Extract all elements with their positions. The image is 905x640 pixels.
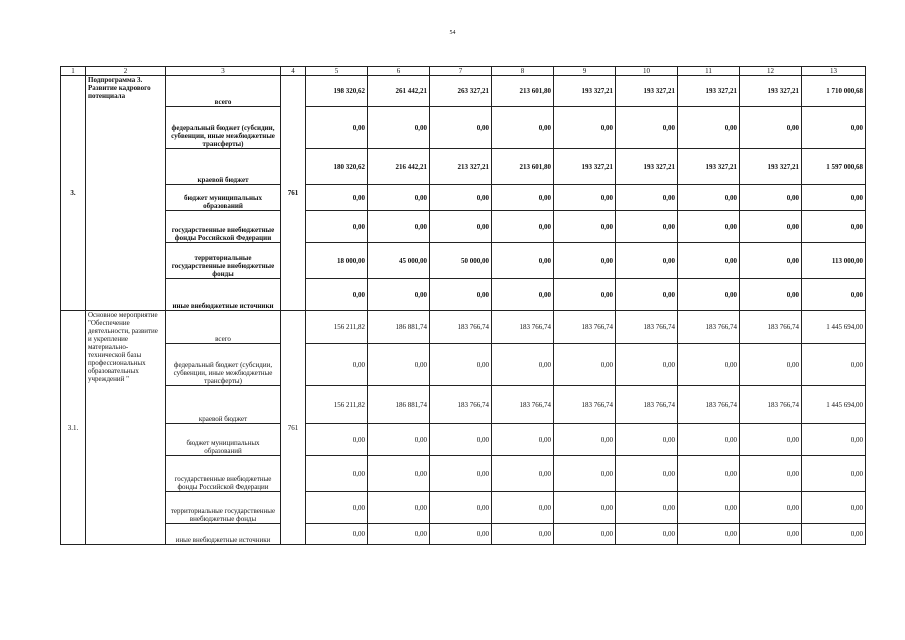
amount-cell: 0,00 (492, 211, 554, 243)
amount-cell: 0,00 (306, 211, 368, 243)
amount-cell: 0,00 (616, 424, 678, 456)
amount-cell: 0,00 (802, 492, 866, 524)
amount-cell: 216 442,21 (368, 149, 430, 185)
amount-cell: 18 000,00 (306, 243, 368, 279)
amount-cell: 0,00 (678, 492, 740, 524)
item-number: 3.1. (61, 311, 86, 545)
amount-cell: 0,00 (492, 107, 554, 149)
amount-cell: 0,00 (368, 279, 430, 311)
amount-cell: 198 320,62 (306, 76, 368, 107)
amount-cell: 213 327,21 (430, 149, 492, 185)
amount-cell: 183 766,74 (678, 311, 740, 344)
amount-cell: 0,00 (368, 456, 430, 492)
amount-cell: 0,00 (492, 185, 554, 211)
header-col-6: 6 (368, 67, 430, 76)
amount-cell: 0,00 (802, 524, 866, 545)
amount-cell: 0,00 (554, 279, 616, 311)
amount-cell: 0,00 (368, 524, 430, 545)
amount-cell: 0,00 (306, 456, 368, 492)
amount-cell: 183 766,74 (554, 386, 616, 424)
table-row (61, 185, 866, 211)
amount-cell: 183 766,74 (616, 311, 678, 344)
amount-cell: 0,00 (492, 492, 554, 524)
amount-cell: 0,00 (306, 524, 368, 545)
amount-cell: 0,00 (368, 107, 430, 149)
amount-cell: 0,00 (678, 424, 740, 456)
amount-cell: 0,00 (430, 185, 492, 211)
amount-cell: 0,00 (430, 344, 492, 386)
amount-cell: 0,00 (740, 107, 802, 149)
funding-source: государственные внебюджетные фонды Российской Федерации (166, 456, 281, 492)
amount-cell: 0,00 (678, 344, 740, 386)
amount-cell: 0,00 (740, 492, 802, 524)
header-col-7: 7 (430, 67, 492, 76)
table-row (61, 279, 866, 311)
amount-cell: 0,00 (678, 279, 740, 311)
amount-cell: 0,00 (430, 492, 492, 524)
funding-source: территориальные государственные внебюджетные фонды (166, 243, 281, 279)
amount-cell: 0,00 (492, 243, 554, 279)
amount-cell: 0,00 (554, 344, 616, 386)
amount-cell: 0,00 (430, 524, 492, 545)
amount-cell: 193 327,21 (740, 76, 802, 107)
amount-cell: 0,00 (740, 279, 802, 311)
amount-cell: 180 320,62 (306, 149, 368, 185)
amount-cell: 0,00 (802, 424, 866, 456)
amount-cell: 0,00 (616, 211, 678, 243)
amount-cell: 186 881,74 (368, 386, 430, 424)
amount-cell: 156 211,82 (306, 386, 368, 424)
amount-cell: 0,00 (802, 107, 866, 149)
header-col-8: 8 (492, 67, 554, 76)
amount-cell: 0,00 (802, 344, 866, 386)
amount-cell: 0,00 (306, 492, 368, 524)
amount-cell: 0,00 (740, 344, 802, 386)
item-number: 3. (61, 76, 86, 311)
amount-cell: 0,00 (492, 424, 554, 456)
amount-cell: 45 000,00 (368, 243, 430, 279)
header-col-11: 11 (678, 67, 740, 76)
amount-cell: 193 327,21 (554, 76, 616, 107)
amount-cell: 0,00 (740, 424, 802, 456)
amount-cell: 0,00 (616, 524, 678, 545)
amount-cell: 0,00 (554, 456, 616, 492)
table-row (61, 243, 866, 279)
amount-cell: 0,00 (616, 185, 678, 211)
amount-cell: 0,00 (740, 456, 802, 492)
header-col-2: 2 (86, 67, 166, 76)
amount-cell: 0,00 (368, 424, 430, 456)
header-col-10: 10 (616, 67, 678, 76)
amount-cell: 0,00 (740, 211, 802, 243)
amount-cell: 0,00 (554, 185, 616, 211)
amount-cell: 183 766,74 (740, 311, 802, 344)
budget-code: 761 (281, 311, 306, 545)
amount-cell: 0,00 (430, 279, 492, 311)
amount-cell: 0,00 (678, 243, 740, 279)
amount-cell: 0,00 (492, 344, 554, 386)
table-row (61, 149, 866, 185)
amount-cell: 0,00 (616, 456, 678, 492)
amount-cell: 186 881,74 (368, 311, 430, 344)
amount-cell: 0,00 (368, 211, 430, 243)
amount-cell: 0,00 (430, 424, 492, 456)
amount-cell: 0,00 (306, 344, 368, 386)
budget-table (60, 66, 866, 545)
funding-source: иные внебюджетные источники (166, 524, 281, 545)
amount-cell: 0,00 (616, 243, 678, 279)
amount-cell: 0,00 (678, 456, 740, 492)
table-row (61, 311, 866, 344)
funding-source: территориальные государственные внебюджетные фонды (166, 492, 281, 524)
header-col-4: 4 (281, 67, 306, 76)
amount-cell: 0,00 (616, 107, 678, 149)
funding-source: краевой бюджет (166, 149, 281, 185)
amount-cell: 0,00 (802, 456, 866, 492)
amount-cell: 0,00 (616, 344, 678, 386)
amount-cell: 0,00 (678, 185, 740, 211)
amount-cell: 0,00 (306, 185, 368, 211)
amount-cell: 0,00 (430, 456, 492, 492)
header-col-9: 9 (554, 67, 616, 76)
amount-cell: 0,00 (802, 211, 866, 243)
table-row (61, 76, 866, 107)
funding-source: иные внебюджетные источники (166, 279, 281, 311)
amount-cell: 0,00 (616, 492, 678, 524)
amount-cell: 0,00 (554, 107, 616, 149)
amount-cell: 0,00 (740, 243, 802, 279)
amount-cell: 183 766,74 (678, 386, 740, 424)
funding-source: бюджет муниципальных образований (166, 424, 281, 456)
amount-cell: 0,00 (740, 185, 802, 211)
header-col-1: 1 (61, 67, 86, 76)
amount-cell: 183 766,74 (492, 386, 554, 424)
table-row (61, 456, 866, 492)
funding-source: краевой бюджет (166, 386, 281, 424)
amount-cell: 50 000,00 (430, 243, 492, 279)
amount-cell: 193 327,21 (554, 149, 616, 185)
amount-cell: 183 766,74 (616, 386, 678, 424)
amount-cell: 0,00 (740, 524, 802, 545)
amount-cell: 0,00 (368, 185, 430, 211)
amount-cell: 0,00 (430, 107, 492, 149)
amount-cell: 0,00 (616, 279, 678, 311)
amount-cell: 0,00 (554, 524, 616, 545)
amount-cell: 0,00 (430, 211, 492, 243)
amount-cell: 183 766,74 (740, 386, 802, 424)
amount-cell: 0,00 (554, 243, 616, 279)
amount-cell: 213 601,80 (492, 149, 554, 185)
amount-cell: 0,00 (306, 107, 368, 149)
amount-cell: 193 327,21 (740, 149, 802, 185)
amount-cell: 0,00 (306, 424, 368, 456)
page-number: 54 (449, 30, 456, 36)
amount-cell: 183 766,74 (430, 311, 492, 344)
amount-cell: 1 597 000,68 (802, 149, 866, 185)
amount-cell: 1 445 694,00 (802, 311, 866, 344)
amount-cell: 193 327,21 (616, 149, 678, 185)
amount-cell: 0,00 (492, 456, 554, 492)
amount-cell: 0,00 (554, 492, 616, 524)
amount-cell: 0,00 (678, 107, 740, 149)
funding-source: всего (166, 311, 281, 344)
funding-source: федеральный бюджет (субсидии, субвенции, иные межбюджетные трансферты) (166, 344, 281, 386)
table-row (61, 524, 866, 545)
amount-cell: 261 442,21 (368, 76, 430, 107)
table-row (61, 211, 866, 243)
budget-code: 761 (281, 76, 306, 311)
header-col-3: 3 (166, 67, 281, 76)
amount-cell: 213 601,80 (492, 76, 554, 107)
funding-source: государственные внебюджетные фонды Российской Федерации (166, 211, 281, 243)
amount-cell: 0,00 (678, 524, 740, 545)
amount-cell: 183 766,74 (492, 311, 554, 344)
table-row (61, 492, 866, 524)
amount-cell: 193 327,21 (678, 149, 740, 185)
item-name: Подпрограмма 3. Развитие кадрового потенциала (86, 76, 166, 311)
table-row (61, 386, 866, 424)
amount-cell: 0,00 (368, 492, 430, 524)
amount-cell: 0,00 (368, 344, 430, 386)
table-row (61, 344, 866, 386)
header-col-13: 13 (802, 67, 866, 76)
amount-cell: 183 766,74 (554, 311, 616, 344)
amount-cell: 193 327,21 (616, 76, 678, 107)
amount-cell: 0,00 (306, 279, 368, 311)
table-row (61, 107, 866, 149)
amount-cell: 156 211,82 (306, 311, 368, 344)
amount-cell: 183 766,74 (430, 386, 492, 424)
amount-cell: 263 327,21 (430, 76, 492, 107)
header-row (61, 67, 866, 76)
amount-cell: 0,00 (492, 524, 554, 545)
amount-cell: 0,00 (802, 185, 866, 211)
amount-cell: 0,00 (678, 211, 740, 243)
funding-source: всего (166, 76, 281, 107)
amount-cell: 0,00 (554, 424, 616, 456)
amount-cell: 0,00 (492, 279, 554, 311)
amount-cell: 1 710 000,68 (802, 76, 866, 107)
amount-cell: 0,00 (554, 211, 616, 243)
header-col-5: 5 (306, 67, 368, 76)
amount-cell: 1 445 694,00 (802, 386, 866, 424)
amount-cell: 193 327,21 (678, 76, 740, 107)
table-row (61, 424, 866, 456)
header-col-12: 12 (740, 67, 802, 76)
item-name: Основное мероприятие "Обеспечение деятельности, развитие и укрепление материально-технической базы профессиональных образовательных учреждений " (86, 311, 166, 545)
amount-cell: 0,00 (802, 279, 866, 311)
amount-cell: 113 000,00 (802, 243, 866, 279)
funding-source: федеральный бюджет (субсидии, субвенции, иные межбюджетные трансферты) (166, 107, 281, 149)
funding-source: бюджет муниципальных образований (166, 185, 281, 211)
